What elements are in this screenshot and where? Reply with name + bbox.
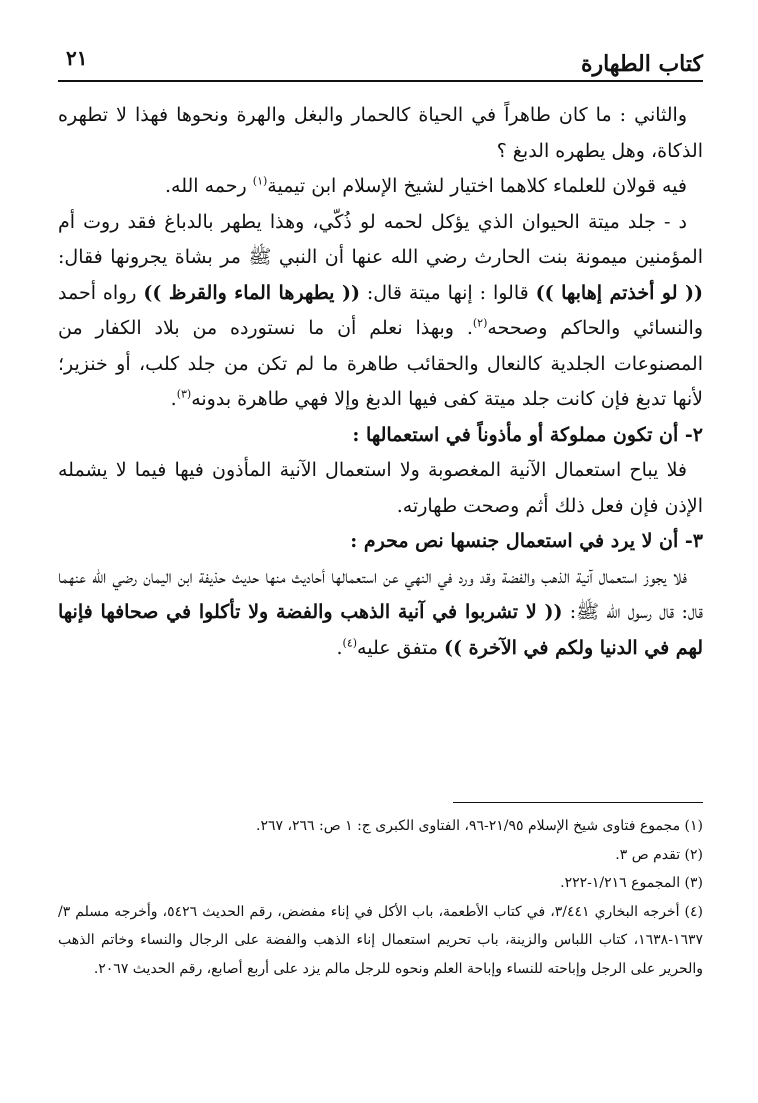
main-text — [58, 98, 703, 666]
footnote-ref: (٣) — [176, 387, 192, 401]
paragraph-text: رحمه الله. — [165, 175, 253, 197]
footnote-ref: (٢) — [472, 316, 488, 330]
hadith-quote: (( لا تشربوا في آنية الذهب والفضة ولا تأكلوا في صحافها فإنها لهم في الدنيا ولكم في الآخرة )) — [58, 601, 703, 659]
paragraph-text: فيه قولان للعلماء كلاهما اختيار لشيخ الإسلام ابن تيمية — [267, 175, 687, 197]
paragraph-text: متفق عليه — [357, 636, 445, 659]
paragraph-text: فلا يجوز استعمال آنية الذهب والفضة وقد ورد في النهي عن استعمالها أحاديث منها حديث حذيفة ابن اليمان رضي الله عنهما قال: قال رسول الله ﷺ: — [58, 565, 703, 623]
chapter-title: كتاب الطهارة — [580, 51, 703, 77]
footnote: (٤) أخرجه البخاري ٣/٤٤١، في كتاب الأطعمة، باب الأكل في إناء مفضض، رقم الحديث ٥٤٢٦، وأخرجه مسلم ٣/ ١٦٣٧-١٦٣٨، كتاب اللباس والزينة، باب تحريم استعمال إناء الذهب والفضة على الرجال والنساء وخاتم الذهب والحرير على الرجل وإباحته للنساء وإباحة العلم ونحوه للرجل مالم يزد على أربع أصابع، رقم الحديث ٢٠٦٧. — [58, 903, 703, 977]
page-number: ٢١ — [66, 46, 88, 70]
footnote: (٣) المجموع ١/٢١٦-٢٢٢. — [560, 875, 703, 891]
paragraph — [58, 560, 703, 667]
paragraph-text: والثاني : ما كان طاهراً في الحياة كالحمار والبغل والهرة ونحوها فهذا لا تطهره الذكاة، وهل يطهره الدبغ ؟ — [58, 104, 703, 162]
paragraph — [58, 205, 703, 418]
footnote: (١) مجموع فتاوى شيخ الإسلام ٢١/٩٥-٩٦، الفتاوى الكبرى ج: ١ ص: ٢٦٦، ٢٦٧. — [256, 818, 703, 834]
page-header — [58, 42, 703, 82]
section-heading: ٢- أن تكون مملوكة أو مأذوناً في استعمالها : — [352, 423, 703, 446]
hadith-quote: (( لو أخذتم إهابها )) — [535, 281, 703, 304]
footnotes — [58, 812, 703, 983]
paragraph-text: قالوا : إنها ميتة قال: — [359, 281, 536, 304]
hadith-quote: (( يطهرها الماء والقرظ )) — [143, 281, 360, 304]
footnote-ref: (١) — [252, 174, 268, 188]
paragraph — [58, 98, 703, 169]
paragraph-text: د - جلد ميتة الحيوان الذي يؤكل لحمه لو ذُكّي، وهذا يطهر بالدباغ فقد روت أم المؤمنين ميمونة بنت الحارث رضي الله عنها أن النبي ﷺ مر بشاة يجرونها فقال: — [58, 210, 703, 268]
paragraph-text: . — [170, 388, 177, 410]
footnote-ref: (٤) — [342, 636, 358, 650]
paragraph — [58, 453, 703, 524]
section-heading: ٣- أن لا يرد في استعمال جنسها نص محرم : — [350, 530, 703, 552]
footnote: (٢) تقدم ص ٣. — [615, 846, 703, 863]
paragraph-text: . — [336, 636, 343, 659]
paragraph — [58, 169, 703, 205]
paragraph-text: . وبهذا نعلم أن ما نستورده من بلاد الكفار من المصنوعات الجلدية كالنعال والحقائب طاهرة ما لم تكن من جلد كلب، أو خنزير؛ لأنها تدبغ فإن كانت جلد ميتة كفى فيها الدبغ وإلا فهي طاهرة بدونه — [58, 317, 703, 410]
paragraph-text: فلا يباح استعمال الآنية المغصوبة ولا استعمال الآنية المأذون فيها فيما لا يشمله الإذن فإن فعل ذلك أثم وصحت طهارته. — [58, 459, 703, 517]
paragraph-text: رواه أحمد والنسائي والحاكم وصححه — [58, 281, 703, 339]
footnote-divider — [453, 802, 703, 803]
